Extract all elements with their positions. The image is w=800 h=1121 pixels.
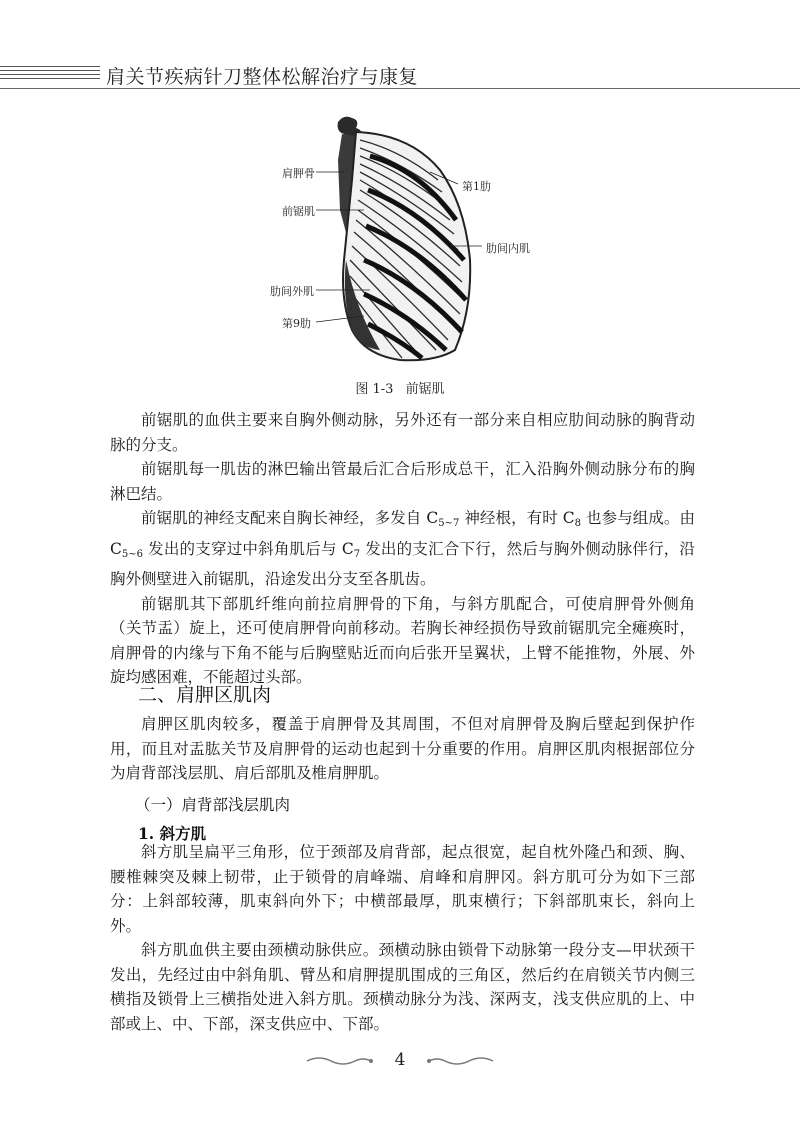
- label-serratus: 前锯肌: [282, 205, 315, 218]
- paragraph-lymph: 前锯肌每一肌齿的淋巴输出管最后汇合后形成总干，汇入沿胸外侧动脉分布的胸淋巴结。: [110, 460, 695, 503]
- paragraph-nerve: 前锯肌的神经支配来自胸长神经，多发自 $C_{5\sim 7}$ 神经根，有时 $C_8$ 也参与组成。由 $C_{5\sim 6}$ 发出的支穿过中斜角肌后与 $C_7$ 发出的支汇合下行，然后与胸外侧动脉伴行，沿胸外侧壁进入前锯肌，沿途发出分支至各肌齿。: [110, 509, 696, 588]
- caption-title: 前锯肌: [405, 382, 445, 397]
- anatomy-figure: [260, 110, 550, 370]
- text-block-2: [110, 712, 695, 786]
- header-decoration-lines: [0, 66, 100, 84]
- label-scapula: 肩胛骨: [282, 167, 315, 180]
- text-block-3: [110, 840, 695, 1036]
- paragraph-scapular-region: 肩胛区肌肉较多，覆盖于肩胛骨及其周围，不但对肩胛骨及胸后壁起到保护作用，而且对盂肱关节及肩胛骨的运动也起到十分重要的作用。肩胛区肌肉根据部位分为肩背部浅层肌、肩后部肌及椎肩胛肌。: [110, 715, 695, 782]
- page-number: 4: [394, 1050, 406, 1070]
- paragraph-function: 前锯肌其下部肌纤维向前拉肩胛骨的下角，与斜方肌配合，可使肩胛骨外侧角（关节盂）旋上，还可使肩胛骨向前移动。若胸长神经损伤导致前锯肌完全瘫痪时，肩胛骨的内缘与下角不能与后胸壁贴近而向后张开呈翼状，上臂不能推物，外展、外旋均感困难，不能超过头部。: [110, 594, 695, 686]
- page-footer: [0, 1050, 800, 1070]
- subsection-heading: （一）肩背部浅层肌肉: [135, 796, 291, 814]
- paragraph-blood-supply: 前锯肌的血供主要来自胸外侧动脉，另外还有一部分来自相应肋间动脉的胸背动脉的分支。: [110, 411, 695, 454]
- paragraph-trapezius-blood: 斜方肌血供主要由颈横动脉供应。颈横动脉由锁骨下动脉第一段分支—甲状颈干发出，先经过由中斜角肌、臂丛和肩胛提肌围成的三角区，然后约在肩锁关节内侧三横指及锁骨上三横指处进入斜方肌。颈横动脉分为浅、深两支，浅支供应肌的上、中部或上、中、下部，深支供应中、下部。: [110, 941, 695, 1033]
- paragraph-trapezius: 斜方肌呈扁平三角形，位于颈部及肩背部，起点很宽，起自枕外隆凸和颈、胸、腰椎棘突及棘上韧带，止于锁骨的肩峰端、肩峰和肩胛冈。斜方肌可分为如下三部分：上斜部较薄，肌束斜向外下；中横部最厚，肌束横行；下斜部肌束长，斜向上外。: [110, 843, 695, 935]
- book-title: 肩关节疾病针刀整体松解治疗与康复: [106, 66, 419, 88]
- header-rule: [0, 88, 800, 89]
- figure-caption: [0, 378, 800, 397]
- item-heading: 1. 斜方肌: [138, 824, 207, 843]
- section-heading: 二、肩胛区肌肉: [138, 684, 272, 706]
- running-header: [0, 60, 800, 90]
- label-external-intercostal: 肋间外肌: [270, 285, 314, 298]
- label-rib9: 第9肋: [282, 317, 311, 330]
- label-rib1: 第1肋: [462, 180, 491, 193]
- text-block-1: [110, 408, 695, 690]
- left-ornament-icon: [305, 1053, 375, 1069]
- label-internal-intercostal: 肋间内肌: [486, 242, 530, 255]
- right-ornament-icon: [425, 1053, 495, 1069]
- caption-number: 图 1-3: [355, 382, 394, 397]
